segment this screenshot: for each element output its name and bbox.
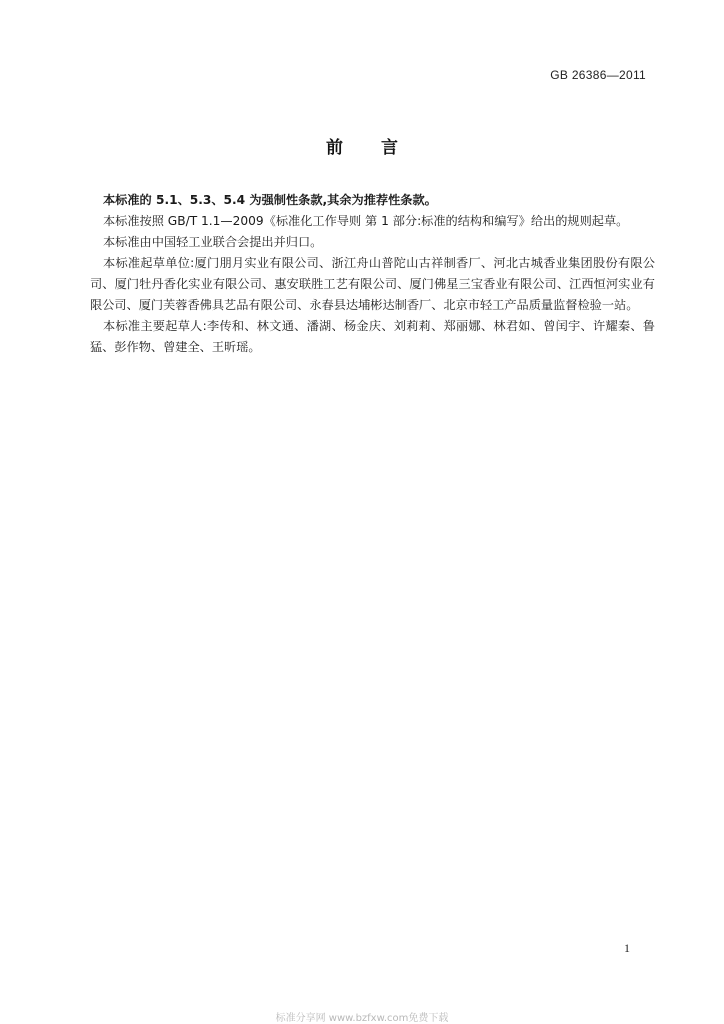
page-number: 1 (624, 941, 630, 955)
standard-code: GB 26386—2011 (550, 68, 646, 82)
title-part-1: 前 (326, 138, 343, 158)
paragraph-mandatory-clauses: 本标准的 5.1、5.3、5.4 为强制性条款,其余为推荐性条款。 (103, 193, 437, 207)
foreword-body (90, 190, 655, 358)
page-title (0, 133, 724, 158)
paragraph-drafting-units: 本标准起草单位:厦门朋月实业有限公司、浙江舟山普陀山古祥制香厂、河北古城香业集团股份有限公司、厦门牡丹香化实业有限公司、惠安联胜工艺有限公司、厦门佛星三宝香业有限公司、江西恒河实业有限公司、厦门芙蓉香佛具艺品有限公司、永春县达埔彬达制香厂、北京市轻工产品质量监督检验一站。 (90, 256, 655, 312)
paragraph-proposer: 本标准由中国轻工业联合会提出并归口。 (103, 235, 323, 249)
title-part-2: 言 (381, 138, 398, 158)
watermark: 标准分享网 www.bzfxw.com免费下载 (275, 1013, 449, 1024)
paragraph-drafters: 本标准主要起草人:李传和、林文通、潘湖、杨金庆、刘莉莉、郑丽娜、林君如、曾闰宇、许耀秦、鲁猛、彭作物、曾建全、王昕瑶。 (90, 319, 655, 354)
paragraph-drafting-rules: 本标准按照 GB/T 1.1—2009《标准化工作导则 第 1 部分:标准的结构和编写》给出的规则起草。 (103, 214, 629, 228)
